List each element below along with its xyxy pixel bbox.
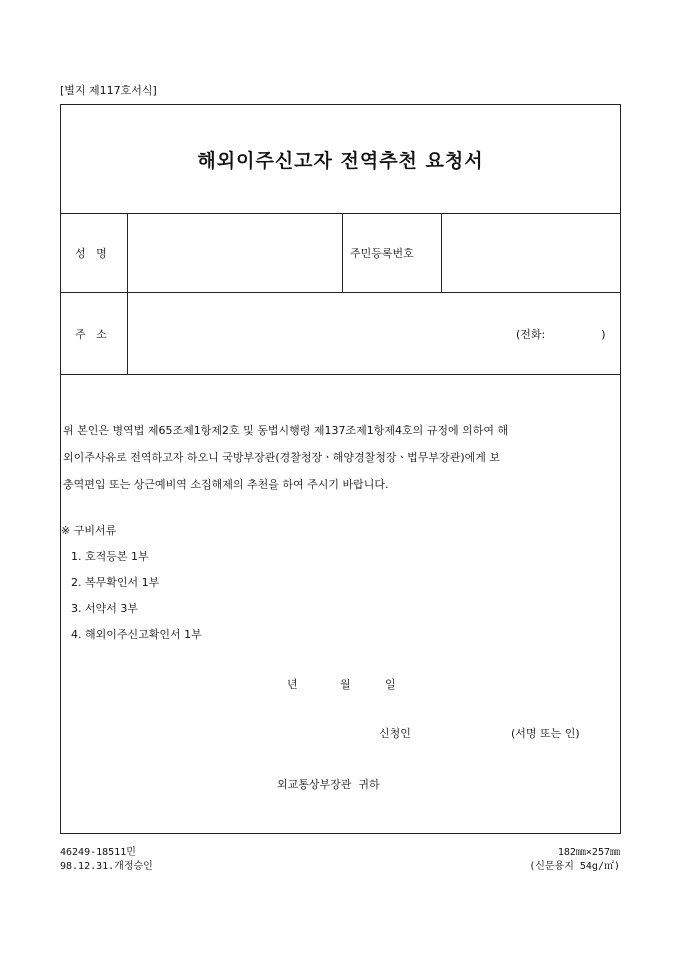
date-day: 일 — [385, 678, 396, 691]
document-item-4: 4. 해외이주신고확인서 1부 — [71, 628, 202, 641]
form-title: 해외이주신고자 전역추천 요청서 — [61, 105, 620, 214]
date-month: 월 — [340, 678, 351, 691]
footer-right — [480, 846, 620, 874]
date-year: 년 — [287, 678, 298, 691]
applicant-label: 신청인 — [379, 727, 411, 740]
form-frame: 해외이주신고자 전역추천 요청서 성 명 주민등록번호 주 소 (전화: ) 위 본인은 병역법 제65조제1항제2호 및 동법시행령 제137조제1항제4호의 규정에 의하여 해 외이주사유로 전역하고자 하오니 국방부장관(경찰청장ㆍ해양경찰청장ㆍ법무부장관)에게 보 충역편입 또는 상근예비역 소집해제의 추천을 하여 주시기 바랍니다. ※ 구비서류 1. 호적등본 1부 2. 복무확인서 1부 3. 서약서 3부 4. 해외이주신고확인서 1부 년 월 일 신청인 (서명 또는 인) 외교통상부장관 귀하 — [60, 104, 621, 834]
document-item-1: 1. 호적등본 1부 — [71, 550, 149, 563]
document-item-3: 3. 서약서 3부 — [71, 602, 138, 615]
documents-heading: ※ 구비서류 — [61, 524, 117, 537]
name-input-area[interactable] — [128, 213, 341, 292]
document-item-2: 2. 복무확인서 1부 — [71, 576, 160, 589]
footer-size: 182㎜×257㎜ — [557, 847, 620, 858]
address-row — [61, 292, 620, 375]
footer-paper: (신문용지 54g/㎡) — [529, 861, 620, 872]
resident-number-input-area[interactable] — [442, 213, 620, 292]
resident-number-label: 주민등록번호 — [350, 247, 414, 260]
form-number: [별지 제117호서식] — [60, 84, 157, 97]
footer-left — [60, 846, 153, 874]
footer-approval: 98.12.31.개정승인 — [60, 861, 153, 872]
address-input-area[interactable] — [128, 292, 508, 374]
name-label: 성 명 — [75, 247, 107, 260]
addressee: 외교통상부장관 귀하 — [277, 778, 380, 791]
address-label: 주 소 — [75, 328, 107, 341]
footer-code: 46249-18511민 — [60, 847, 136, 858]
signature-label: (서명 또는 인) — [511, 727, 580, 740]
phone-label: (전화: ) — [516, 328, 606, 341]
name-row — [61, 213, 620, 293]
